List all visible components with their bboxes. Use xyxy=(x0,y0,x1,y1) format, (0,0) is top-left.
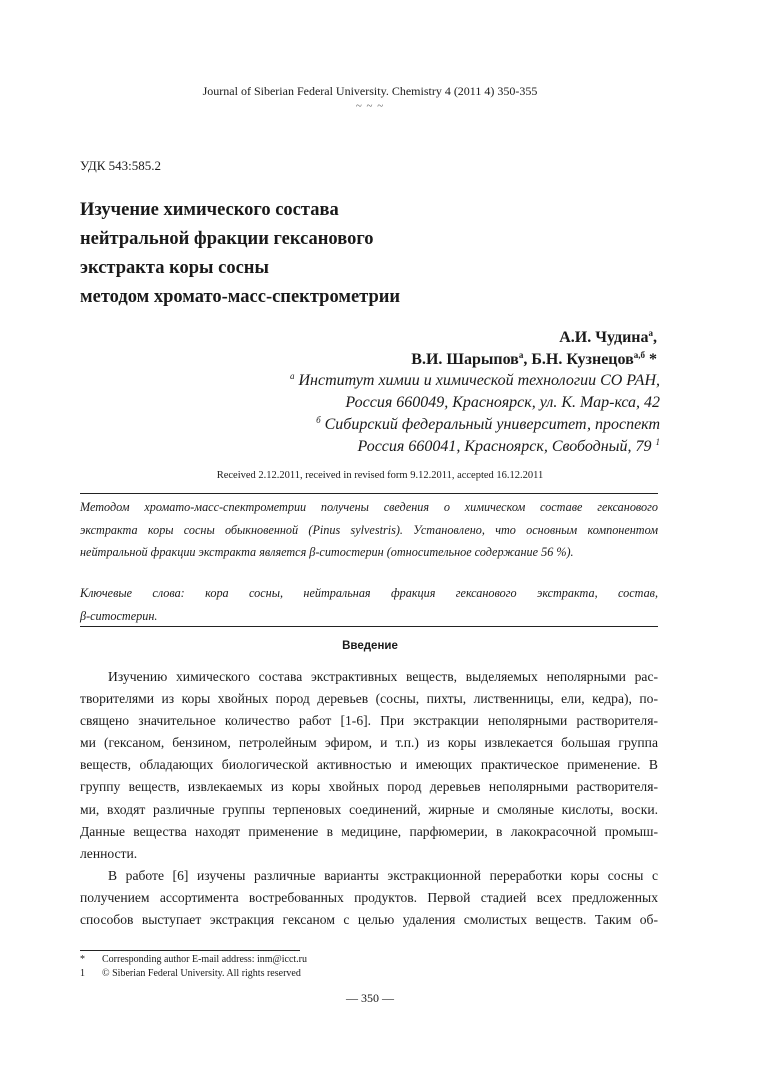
affil-footnote-mark: 1 xyxy=(655,437,660,447)
keywords-line: Ключевые слова: кора сосны, нейтральная фракция гексанового экстракта, состав, xyxy=(80,586,658,600)
title-line: Изучение химического состава xyxy=(80,200,339,220)
author-name: А.И. Чудина xyxy=(559,329,649,346)
abstract-line: нейтральной фракции экстракта является β-ситостерин (относительное содержание 56 %). xyxy=(80,545,574,559)
author-line-1 xyxy=(411,327,657,349)
title-line: экстракта коры сосны xyxy=(80,258,269,278)
author-sup: а xyxy=(518,350,524,360)
body-line: способов выступает экстракция гексаном с целью удаления смолистых веществ. Таким об- xyxy=(80,912,658,928)
body-line: творителями из коры хвойных пород деревьев (сосны, пихты, лиственницы, ели, кедра), по- xyxy=(80,691,658,707)
body-line: веществ, обладающих биологической активностью и имеющих практическое применение. В xyxy=(80,757,658,773)
body-line: Изучению химического состава экстрактивных веществ, выделяемых неполярными рас- xyxy=(108,669,658,684)
footnote xyxy=(80,953,307,967)
body-line: ми (гексаном, бензином, петролейным эфиром, и т.п.) из коры извлекается большая группа xyxy=(80,735,658,751)
author-sup: а xyxy=(648,328,653,338)
title-line: нейтральной фракции гексанового xyxy=(80,229,374,249)
affiliation-line: Россия 660049, Красноярск, ул. К. Мар-кса, 42 xyxy=(345,394,660,411)
footnote-mark: 1 xyxy=(80,968,85,979)
footnote-mark: * xyxy=(80,954,85,965)
author-sup: а,б xyxy=(633,350,645,360)
affiliations xyxy=(290,370,660,458)
abstract-line: экстракта коры сосны обыкновенной (Pinus sylvestris). Установлено, что основным компонентом xyxy=(80,522,658,537)
abstract-bottom-rule xyxy=(80,626,658,627)
author-name: , Б.Н. Кузнецов xyxy=(523,351,634,368)
affiliation-line xyxy=(290,370,660,392)
page-number: — 350 — xyxy=(346,991,394,1005)
author-separator: , xyxy=(653,329,657,346)
keywords-line: β-ситостерин. xyxy=(80,608,158,623)
affil-text: Россия 660041, Красноярск, Свободный, 79 xyxy=(357,438,656,455)
body-line: получением ассортимента востребованных продуктов. Первой стадией всех предложенных xyxy=(80,889,658,905)
authors xyxy=(411,327,657,371)
header-separator: ~ ~ ~ xyxy=(355,100,385,112)
paper-title xyxy=(80,196,600,312)
affil-text: Институт химии и химической технологии СО РАН, xyxy=(294,372,660,389)
body-line: священо значительное количество работ [1-6]. При экстракции неполярными растворителя- xyxy=(80,713,658,729)
keywords xyxy=(80,582,658,627)
body-line: Данные вещества находят применение в медицине, парфюмерии, в лакокрасочной промыш- xyxy=(80,823,658,839)
udk-code: УДК 543:585.2 xyxy=(80,158,162,173)
footnote-text: Corresponding author E-mail address: inm@icct.ru xyxy=(102,954,307,965)
body-line: ленности. xyxy=(80,845,138,861)
author-name: В.И. Шарыпов xyxy=(411,351,519,368)
affil-mark: а xyxy=(289,371,295,381)
body-text xyxy=(80,666,658,931)
abstract-top-rule xyxy=(80,493,658,494)
footnote-text: © Siberian Federal University. All rights reserved xyxy=(102,968,301,979)
footnote-rule xyxy=(80,950,300,951)
footnotes xyxy=(80,953,307,981)
body-line: ми, входят различные группы терпеновых соединений, жирные и смоляные кислоты, воски. xyxy=(80,801,658,817)
affil-mark: б xyxy=(316,415,321,425)
corresponding-mark: * xyxy=(645,351,657,368)
affiliation-line xyxy=(290,414,660,436)
author-line-2 xyxy=(411,349,657,371)
abstract xyxy=(80,496,658,564)
affil-text: Сибирский федеральный университет, проспект xyxy=(320,416,660,433)
section-title: Введение xyxy=(342,640,398,652)
affiliation-line xyxy=(290,436,660,458)
title-line: методом хромато-масс-спектрометрии xyxy=(80,287,401,307)
footnote xyxy=(80,967,307,981)
body-line: В работе [6] изучены различные варианты экстракционной переработки коры сосны с xyxy=(108,867,658,883)
body-line: группу веществ, извлекаемых из коры хвойных пород деревьев неполярными растворителя- xyxy=(80,779,658,795)
abstract-line: Методом хромато-масс-спектрометрии получены сведения о химическом составе гексанового xyxy=(80,500,658,514)
received-dates: Received 2.12.2011, received in revised form 9.12.2011, accepted 16.12.2011 xyxy=(216,470,544,481)
journal-header: Journal of Siberian Federal University. Chemistry 4 (2011 4) 350-355 xyxy=(202,84,538,98)
